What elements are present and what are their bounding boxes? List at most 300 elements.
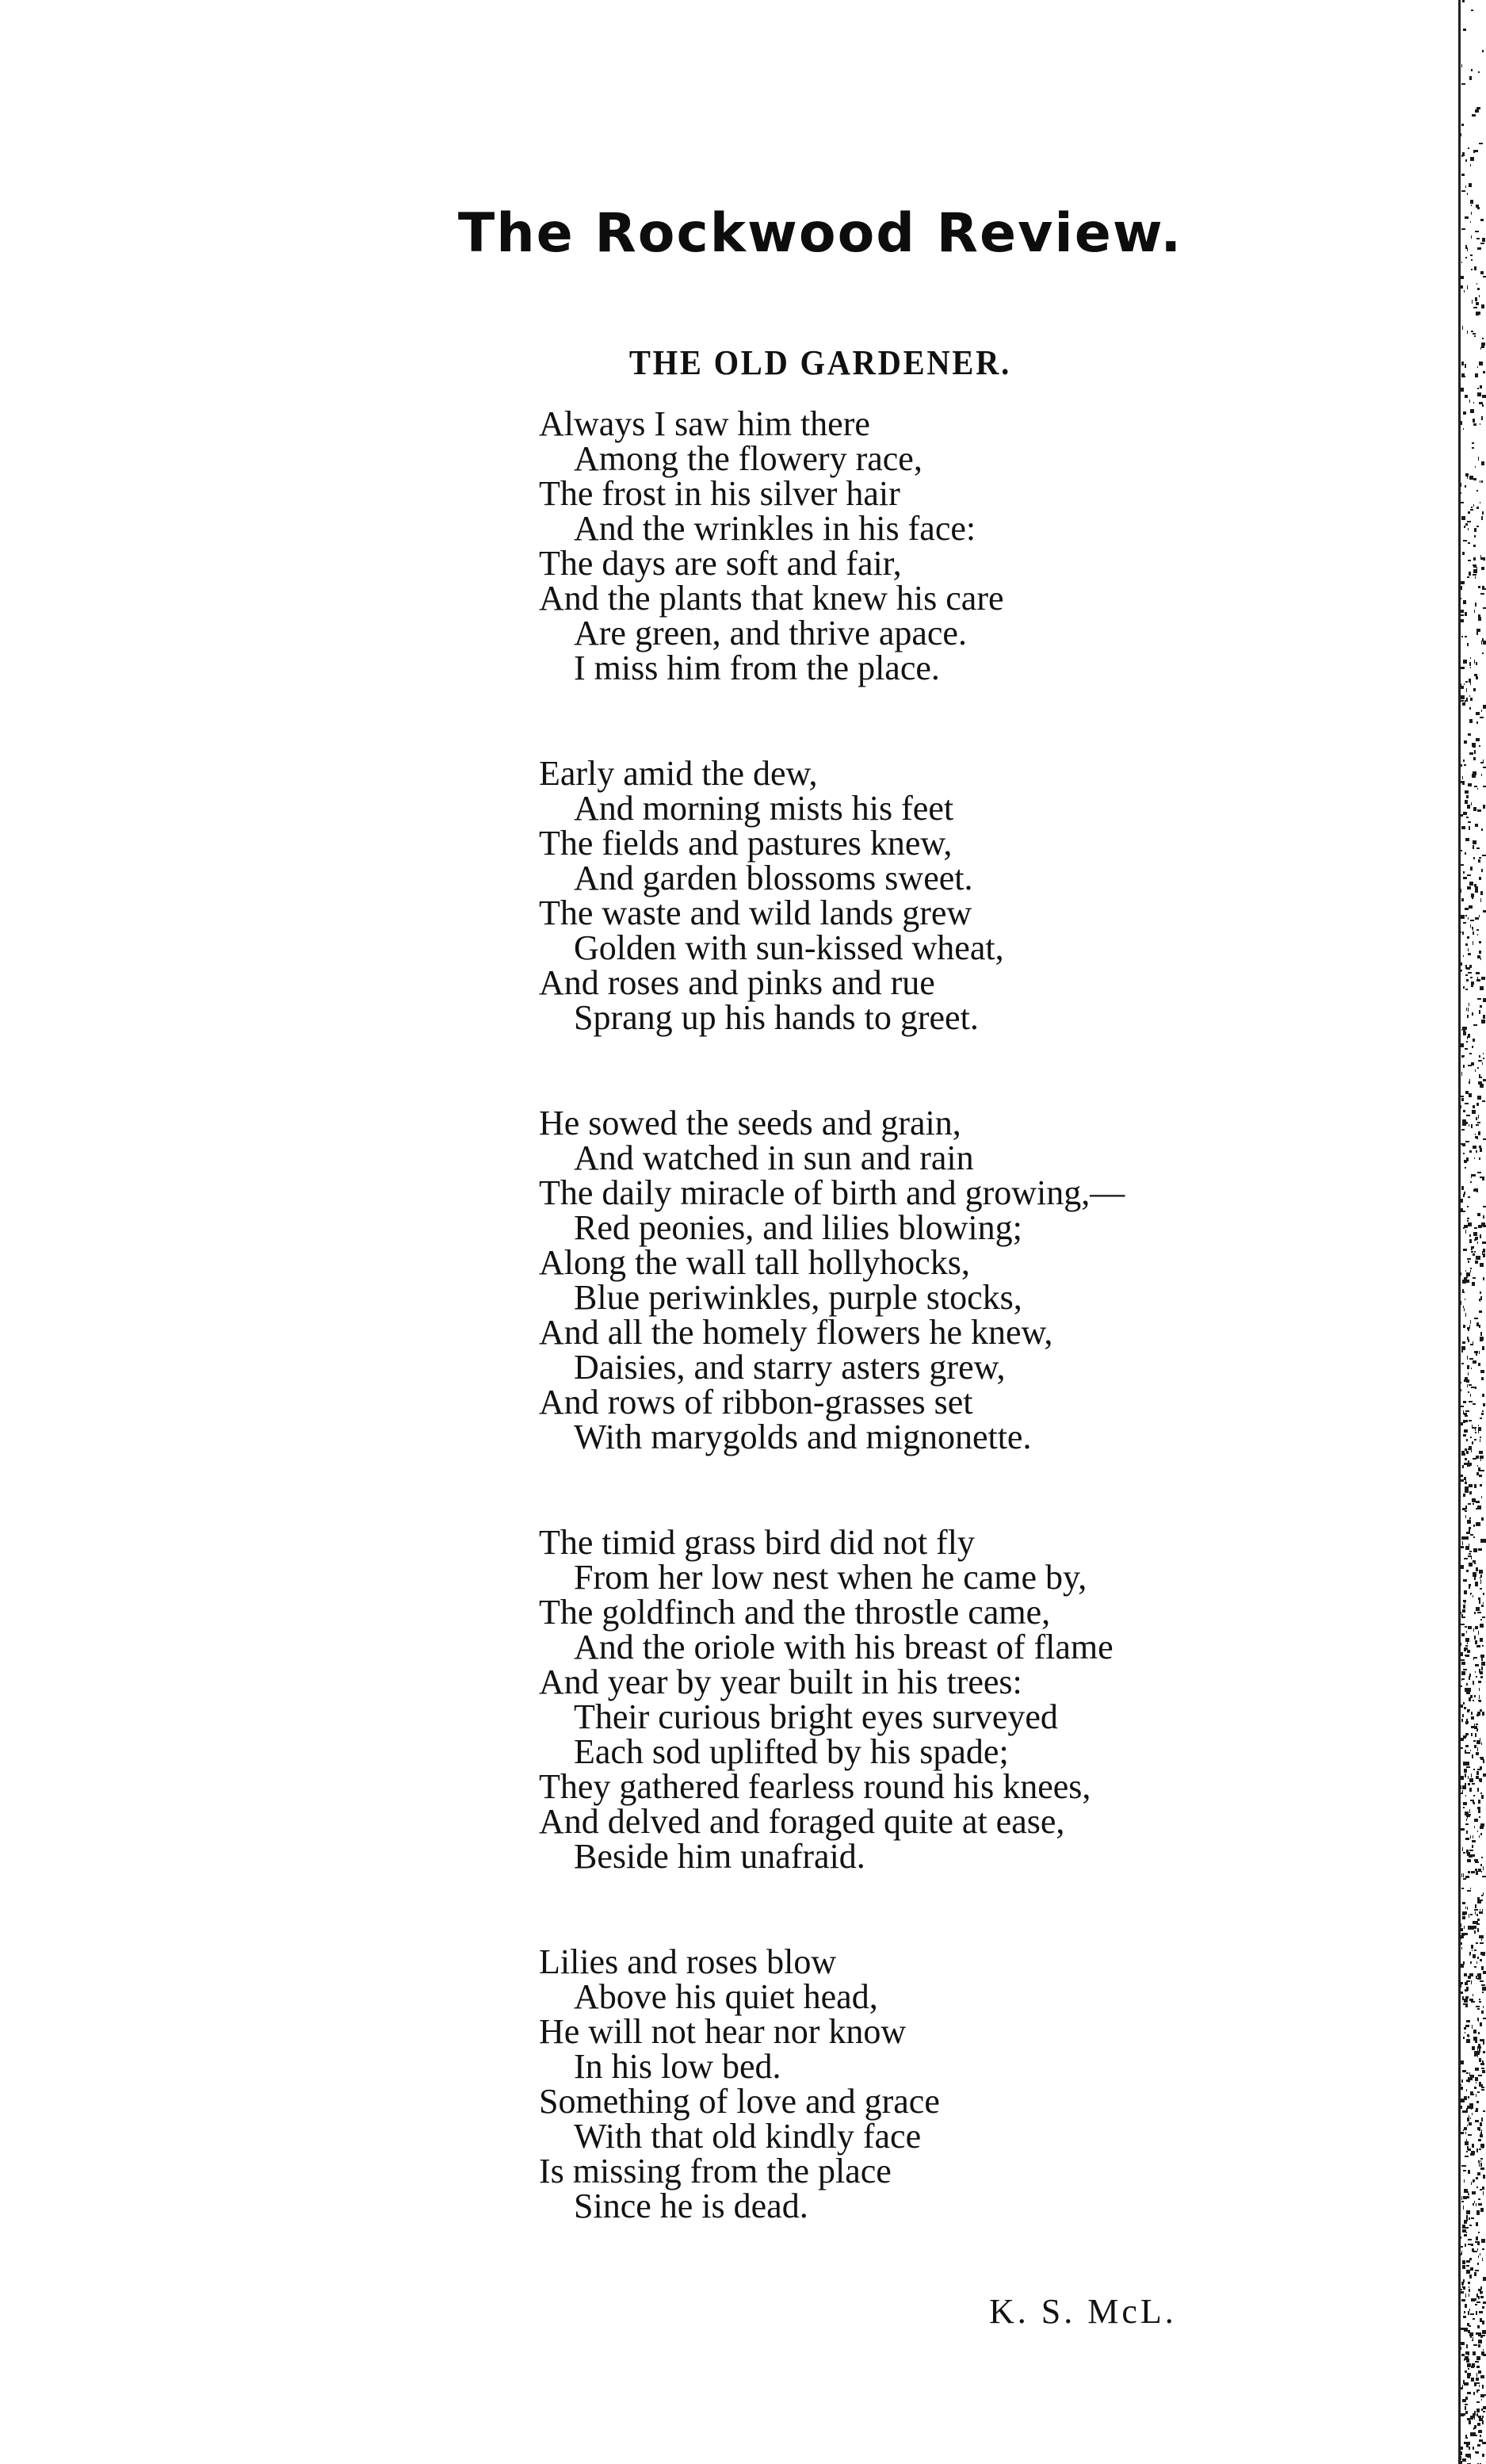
poem-line: Sprang up his hands to greet. bbox=[574, 998, 979, 1037]
edge-speck bbox=[1469, 1676, 1470, 1680]
edge-speck bbox=[1474, 1351, 1478, 1353]
edge-speck bbox=[1465, 1230, 1466, 1234]
edge-speck bbox=[1481, 1895, 1483, 1896]
edge-speck bbox=[1473, 1232, 1477, 1236]
edge-speck bbox=[1467, 805, 1470, 809]
edge-speck bbox=[1471, 1177, 1472, 1178]
edge-speck bbox=[1461, 1565, 1464, 1569]
poem-line: Something of love and grace bbox=[539, 2082, 940, 2121]
edge-speck bbox=[1469, 707, 1471, 710]
edge-speck bbox=[1479, 2001, 1481, 2003]
edge-speck bbox=[1473, 333, 1476, 335]
edge-speck bbox=[1479, 1055, 1480, 1058]
edge-speck bbox=[1465, 700, 1467, 702]
edge-speck bbox=[1474, 2051, 1476, 2053]
edge-speck bbox=[1473, 2447, 1474, 2450]
poem-line: Their curious bright eyes surveyed bbox=[574, 1697, 1058, 1736]
edge-speck bbox=[1476, 1322, 1479, 1326]
edge-speck bbox=[1465, 838, 1469, 841]
edge-speck bbox=[1466, 2265, 1469, 2267]
masthead: The Rockwood Review. bbox=[457, 202, 1183, 265]
edge-speck bbox=[1476, 1117, 1477, 1120]
edge-speck bbox=[1480, 1671, 1483, 1674]
edge-speck bbox=[1468, 2194, 1469, 2195]
edge-speck bbox=[1471, 2001, 1475, 2003]
edge-speck bbox=[1476, 2236, 1478, 2240]
edge-speck bbox=[1461, 1043, 1464, 1047]
edge-speck bbox=[1483, 1215, 1484, 1219]
poem-line: Among the flowery race, bbox=[574, 439, 923, 478]
poem-line: Above his quiet head, bbox=[574, 1977, 878, 2016]
edge-speck bbox=[1469, 719, 1473, 723]
edge-speck bbox=[1475, 1432, 1476, 1433]
edge-speck bbox=[1481, 1496, 1482, 1498]
edge-speck bbox=[1477, 1747, 1478, 1751]
poem-line: And the oriole with his breast of flame bbox=[574, 1628, 1114, 1666]
poem-line: Is missing from the place bbox=[539, 2152, 892, 2190]
edge-speck bbox=[1470, 2432, 1474, 2436]
edge-speck bbox=[1483, 2277, 1486, 2281]
edge-speck bbox=[1461, 686, 1464, 689]
edge-speck bbox=[1469, 1778, 1473, 1782]
edge-speck bbox=[1473, 2203, 1474, 2206]
edge-speck bbox=[1476, 1714, 1479, 1716]
edge-speck bbox=[1473, 1769, 1475, 1770]
edge-speck bbox=[1476, 2382, 1480, 2384]
edge-speck bbox=[1461, 2299, 1465, 2301]
poem-line: He sowed the seeds and grain, bbox=[539, 1104, 961, 1142]
edge-speck bbox=[1469, 1563, 1473, 1567]
edge-speck bbox=[1461, 1633, 1462, 1635]
edge-speck bbox=[1465, 2304, 1467, 2308]
edge-speck bbox=[1461, 1964, 1464, 1968]
edge-speck bbox=[1480, 1332, 1482, 1336]
edge-speck bbox=[1465, 681, 1468, 683]
edge-speck bbox=[1472, 1046, 1473, 1048]
edge-speck bbox=[1473, 564, 1476, 568]
edge-speck bbox=[1466, 1115, 1470, 1116]
edge-speck bbox=[1462, 1714, 1464, 1717]
edge-speck bbox=[1480, 2160, 1481, 2162]
edge-speck bbox=[1480, 2291, 1481, 2294]
edge-speck bbox=[1481, 2335, 1485, 2336]
edge-speck bbox=[1463, 1401, 1466, 1403]
edge-speck bbox=[1483, 1249, 1485, 1253]
edge-speck bbox=[1474, 1657, 1477, 1659]
edge-speck bbox=[1483, 2175, 1485, 2179]
edge-speck bbox=[1462, 2458, 1466, 2462]
edge-speck bbox=[1468, 1330, 1469, 1331]
edge-speck bbox=[1462, 326, 1463, 330]
edge-speck bbox=[1469, 1446, 1472, 1448]
edge-speck bbox=[1477, 1506, 1481, 1509]
edge-speck bbox=[1476, 2006, 1480, 2007]
edge-speck bbox=[1471, 1368, 1472, 1369]
edge-speck bbox=[1462, 2070, 1466, 2072]
edge-speck bbox=[1465, 989, 1468, 990]
edge-speck bbox=[1477, 207, 1480, 209]
edge-speck bbox=[1466, 1439, 1468, 1441]
edge-speck bbox=[1473, 745, 1476, 748]
poem-line: The days are soft and fair, bbox=[539, 544, 902, 583]
edge-speck bbox=[1461, 1652, 1463, 1656]
edge-speck bbox=[1472, 2113, 1473, 2115]
edge-speck bbox=[1480, 958, 1481, 960]
edge-speck bbox=[1470, 164, 1471, 166]
edge-speck bbox=[1465, 395, 1468, 398]
edge-speck bbox=[1463, 1410, 1464, 1414]
edge-speck bbox=[1481, 1795, 1484, 1799]
edge-speck bbox=[1461, 174, 1465, 176]
edge-speck bbox=[1464, 1308, 1465, 1311]
edge-speck bbox=[1468, 1448, 1471, 1450]
stanza bbox=[539, 1942, 1474, 2225]
edge-speck bbox=[1469, 1150, 1472, 1153]
edge-speck bbox=[1464, 1429, 1468, 1433]
edge-speck bbox=[1470, 1835, 1471, 1838]
edge-speck bbox=[1473, 1024, 1477, 1026]
edge-speck bbox=[1478, 1060, 1482, 1062]
edge-speck bbox=[1474, 1560, 1476, 1564]
edge-speck bbox=[1470, 1800, 1474, 1801]
edge-speck bbox=[1461, 581, 1465, 584]
edge-speck bbox=[1469, 1850, 1473, 1851]
edge-speck bbox=[1468, 2170, 1470, 2174]
edge-speck bbox=[1483, 1079, 1486, 1081]
edge-speck bbox=[1465, 2244, 1466, 2247]
edge-speck bbox=[1464, 1973, 1467, 1976]
edge-speck bbox=[1467, 2363, 1470, 2367]
edge-speck bbox=[1461, 1928, 1463, 1931]
edge-speck bbox=[1475, 1869, 1477, 1871]
edge-speck bbox=[1476, 1752, 1479, 1755]
edge-speck bbox=[1468, 1222, 1472, 1226]
edge-speck bbox=[1465, 612, 1467, 616]
edge-speck bbox=[1469, 2258, 1472, 2260]
poem-line: He will not hear nor know bbox=[539, 2012, 907, 2051]
edge-speck bbox=[1483, 1773, 1486, 1777]
edge-speck bbox=[1480, 2022, 1482, 2026]
edge-speck bbox=[1478, 1363, 1480, 1366]
edge-speck bbox=[1467, 2196, 1469, 2198]
edge-speck bbox=[1468, 1372, 1469, 1375]
edge-speck bbox=[1482, 338, 1484, 339]
edge-speck bbox=[1464, 683, 1465, 685]
edge-speck bbox=[1476, 676, 1478, 679]
edge-speck bbox=[1475, 2077, 1478, 2081]
edge-speck bbox=[1461, 1186, 1464, 1190]
edge-speck bbox=[1470, 1320, 1471, 1324]
edge-speck bbox=[1469, 476, 1473, 480]
edge-speck bbox=[1474, 1695, 1476, 1697]
edge-speck bbox=[1481, 2087, 1484, 2088]
edge-speck bbox=[1467, 285, 1468, 289]
edge-speck bbox=[1483, 2018, 1486, 2019]
edge-line bbox=[1458, 0, 1461, 2464]
edge-speck bbox=[1483, 276, 1486, 277]
stanza bbox=[539, 404, 1474, 687]
edge-speck bbox=[1468, 2282, 1470, 2284]
edge-speck bbox=[1478, 2020, 1479, 2022]
edge-speck bbox=[1480, 1418, 1482, 1419]
edge-speck bbox=[1481, 304, 1484, 308]
edge-speck bbox=[1480, 1005, 1481, 1007]
edge-speck bbox=[1476, 721, 1478, 724]
edge-speck bbox=[1481, 1984, 1485, 1986]
edge-speck bbox=[1465, 1783, 1466, 1785]
edge-speck bbox=[1469, 1999, 1473, 2001]
edge-speck bbox=[1463, 1600, 1466, 1602]
edge-speck bbox=[1471, 205, 1472, 206]
edge-speck bbox=[1468, 1976, 1471, 1979]
edge-speck bbox=[1465, 1515, 1466, 1518]
poem-line: The daily miracle of birth and growing,— bbox=[539, 1173, 1125, 1212]
edge-speck bbox=[1481, 2409, 1483, 2411]
edge-speck bbox=[1480, 2122, 1482, 2126]
edge-speck bbox=[1466, 1683, 1467, 1685]
edge-speck bbox=[1465, 1141, 1469, 1142]
edge-speck bbox=[1477, 2263, 1479, 2265]
edge-speck bbox=[1479, 362, 1483, 365]
edge-speck bbox=[1477, 1612, 1481, 1613]
edge-speck bbox=[1476, 238, 1480, 239]
edge-speck bbox=[1464, 2110, 1468, 2113]
edge-speck bbox=[1472, 896, 1473, 899]
edge-speck bbox=[1461, 2196, 1462, 2200]
edge-speck bbox=[1482, 1987, 1486, 1989]
edge-speck bbox=[1471, 2108, 1472, 2110]
edge-speck bbox=[1483, 1206, 1486, 1207]
edge-speck bbox=[1465, 1721, 1469, 1724]
edge-speck bbox=[1477, 1897, 1480, 1900]
edge-speck bbox=[1462, 2229, 1466, 2233]
edge-speck bbox=[1463, 2196, 1467, 2199]
edge-speck bbox=[1466, 2210, 1470, 2214]
edge-speck bbox=[1478, 1631, 1479, 1635]
edge-speck bbox=[1480, 2063, 1484, 2065]
edge-speck bbox=[1480, 271, 1484, 274]
edge-speck bbox=[1469, 1093, 1472, 1097]
edge-speck bbox=[1475, 1261, 1478, 1264]
edge-speck bbox=[1461, 2447, 1463, 2450]
edge-speck bbox=[1475, 2361, 1479, 2363]
edge-speck bbox=[1479, 951, 1481, 954]
edge-speck bbox=[1476, 1724, 1478, 1725]
edge-speck bbox=[1476, 1871, 1478, 1875]
edge-speck bbox=[1480, 1582, 1481, 1584]
edge-speck bbox=[1461, 124, 1464, 126]
edge-speck bbox=[1480, 1437, 1481, 1438]
edge-speck bbox=[1482, 1251, 1483, 1255]
poem-line: The waste and wild lands grew bbox=[539, 893, 972, 932]
edge-speck bbox=[1482, 1346, 1484, 1350]
edge-speck bbox=[1463, 1194, 1465, 1197]
edge-speck bbox=[1469, 752, 1473, 755]
edge-speck bbox=[1461, 1705, 1463, 1708]
edge-speck bbox=[1473, 569, 1477, 573]
edge-speck bbox=[1465, 915, 1467, 916]
edge-speck bbox=[1461, 190, 1465, 192]
edge-speck bbox=[1482, 1062, 1483, 1065]
edge-speck bbox=[1481, 1857, 1483, 1858]
edge-speck bbox=[1474, 1859, 1478, 1861]
edge-speck bbox=[1473, 2030, 1476, 2034]
edge-speck bbox=[1468, 2096, 1469, 2099]
edge-speck bbox=[1473, 2351, 1476, 2355]
edge-speck bbox=[1463, 1434, 1466, 1437]
edge-speck bbox=[1483, 910, 1486, 913]
edge-speck bbox=[1475, 576, 1476, 579]
edge-speck bbox=[1477, 1172, 1481, 1173]
edge-speck bbox=[1473, 1954, 1476, 1958]
edge-speck bbox=[1467, 643, 1469, 646]
edge-speck bbox=[1466, 2020, 1470, 2022]
edge-speck bbox=[1479, 1157, 1480, 1160]
edge-speck bbox=[1477, 998, 1481, 1000]
poem-line: And year by year built in his trees: bbox=[539, 1662, 1022, 1701]
edge-speck bbox=[1481, 1938, 1482, 1941]
edge-speck bbox=[1478, 1597, 1480, 1600]
edge-speck bbox=[1465, 1795, 1466, 1796]
edge-speck bbox=[1467, 1036, 1468, 1039]
edge-speck bbox=[1480, 717, 1484, 718]
edge-speck bbox=[1461, 228, 1465, 230]
poem-line: Since he is dead. bbox=[574, 2187, 808, 2225]
edge-speck bbox=[1479, 915, 1480, 917]
poem-line: And rows of ribbon-grasses set bbox=[539, 1383, 973, 1421]
edge-speck bbox=[1466, 2151, 1468, 2152]
edge-speck bbox=[1481, 774, 1482, 776]
edge-speck bbox=[1468, 2148, 1471, 2151]
edge-speck bbox=[1474, 150, 1478, 152]
edge-speck bbox=[1483, 2191, 1484, 2195]
edge-speck bbox=[1466, 1766, 1470, 1768]
edge-speck bbox=[1476, 2401, 1480, 2403]
edge-speck bbox=[1483, 1058, 1484, 1059]
edge-speck bbox=[1468, 511, 1470, 514]
edge-speck bbox=[1462, 1911, 1465, 1915]
edge-speck bbox=[1475, 1911, 1476, 1915]
edge-speck bbox=[1463, 1227, 1465, 1229]
edge-speck bbox=[1473, 1700, 1474, 1701]
poem-line: The frost in his silver hair bbox=[539, 474, 900, 513]
edge-speck bbox=[1480, 1579, 1481, 1582]
edge-speck bbox=[1477, 392, 1481, 396]
edge-speck bbox=[1466, 2079, 1470, 2082]
edge-speck bbox=[1463, 2316, 1466, 2318]
edge-speck bbox=[1474, 1612, 1476, 1614]
poem-line: Each sod uplifted by his spade; bbox=[574, 1732, 1009, 1771]
edge-speck bbox=[1480, 2296, 1484, 2298]
edge-speck bbox=[1482, 1876, 1486, 1877]
edge-speck bbox=[1479, 402, 1483, 404]
edge-speck bbox=[1465, 908, 1469, 910]
edge-speck bbox=[1468, 948, 1469, 951]
edge-speck bbox=[1473, 1802, 1475, 1804]
edge-speck bbox=[1464, 2127, 1467, 2130]
edge-speck bbox=[1461, 1479, 1464, 1482]
edge-speck bbox=[1463, 1762, 1467, 1766]
edge-speck bbox=[1473, 1740, 1476, 1742]
edge-speck bbox=[1480, 1574, 1482, 1578]
edge-speck bbox=[1483, 1277, 1484, 1280]
edge-speck bbox=[1476, 1136, 1477, 1139]
edge-speck bbox=[1476, 302, 1479, 305]
edge-speck bbox=[1462, 1122, 1466, 1126]
edge-speck bbox=[1477, 934, 1478, 935]
edge-speck bbox=[1474, 1157, 1475, 1159]
edge-speck bbox=[1463, 29, 1466, 31]
edge-speck bbox=[1465, 1645, 1468, 1647]
edge-speck bbox=[1478, 2198, 1480, 2200]
edge-speck bbox=[1463, 1110, 1465, 1112]
edge-speck bbox=[1478, 2032, 1480, 2034]
edge-speck bbox=[1471, 1174, 1475, 1177]
edge-speck bbox=[1461, 2251, 1462, 2255]
edge-speck bbox=[1467, 886, 1471, 890]
edge-speck bbox=[1478, 2370, 1481, 2374]
edge-speck bbox=[1470, 657, 1471, 659]
edge-speck bbox=[1463, 1031, 1466, 1035]
edge-speck bbox=[1462, 0, 1465, 2]
edge-speck bbox=[1474, 610, 1475, 613]
edge-speck bbox=[1465, 1091, 1466, 1094]
edge-speck bbox=[1469, 2217, 1470, 2220]
edge-speck bbox=[1477, 809, 1481, 812]
poem-line: With that old kindly face bbox=[574, 2117, 922, 2156]
edge-speck bbox=[1474, 1966, 1476, 1968]
edge-speck bbox=[1476, 738, 1480, 741]
edge-speck bbox=[1480, 1484, 1482, 1486]
edge-speck bbox=[1466, 979, 1469, 981]
edge-speck bbox=[1465, 2370, 1467, 2373]
edge-speck bbox=[1476, 2251, 1477, 2252]
edge-speck bbox=[1474, 1227, 1477, 1229]
edge-speck bbox=[1478, 1609, 1479, 1611]
edge-speck bbox=[1482, 2321, 1484, 2324]
edge-speck bbox=[1483, 1138, 1486, 1140]
edge-speck bbox=[1465, 636, 1467, 637]
edge-speck bbox=[1471, 2378, 1474, 2382]
edge-speck bbox=[1476, 107, 1480, 109]
edge-speck bbox=[1470, 977, 1473, 978]
poem-line: Red peonies, and lilies blowing; bbox=[574, 1208, 1022, 1247]
edge-speck bbox=[1461, 376, 1465, 377]
edge-speck bbox=[1461, 1546, 1464, 1548]
edge-speck bbox=[1470, 1437, 1472, 1438]
edge-speck bbox=[1465, 800, 1468, 804]
edge-speck bbox=[1461, 1942, 1462, 1945]
edge-speck bbox=[1474, 335, 1476, 337]
edge-speck bbox=[1474, 528, 1476, 532]
edge-speck bbox=[1468, 1650, 1469, 1652]
edge-speck bbox=[1476, 2378, 1479, 2381]
edge-speck bbox=[1461, 1475, 1463, 1477]
edge-speck bbox=[1476, 2311, 1477, 2315]
edge-speck bbox=[1480, 2318, 1482, 2322]
edge-speck bbox=[1471, 1251, 1473, 1253]
edge-speck bbox=[1476, 2373, 1477, 2377]
edge-speck bbox=[1483, 1053, 1484, 1054]
edge-speck bbox=[1479, 1600, 1480, 1604]
edge-speck bbox=[1464, 740, 1467, 744]
edge-speck bbox=[1475, 1671, 1476, 1673]
edge-speck bbox=[1483, 2110, 1485, 2112]
edge-speck bbox=[1478, 1225, 1482, 1228]
edge-speck bbox=[1463, 2129, 1464, 2131]
edge-speck bbox=[1464, 526, 1465, 528]
edge-speck bbox=[1461, 2328, 1464, 2330]
